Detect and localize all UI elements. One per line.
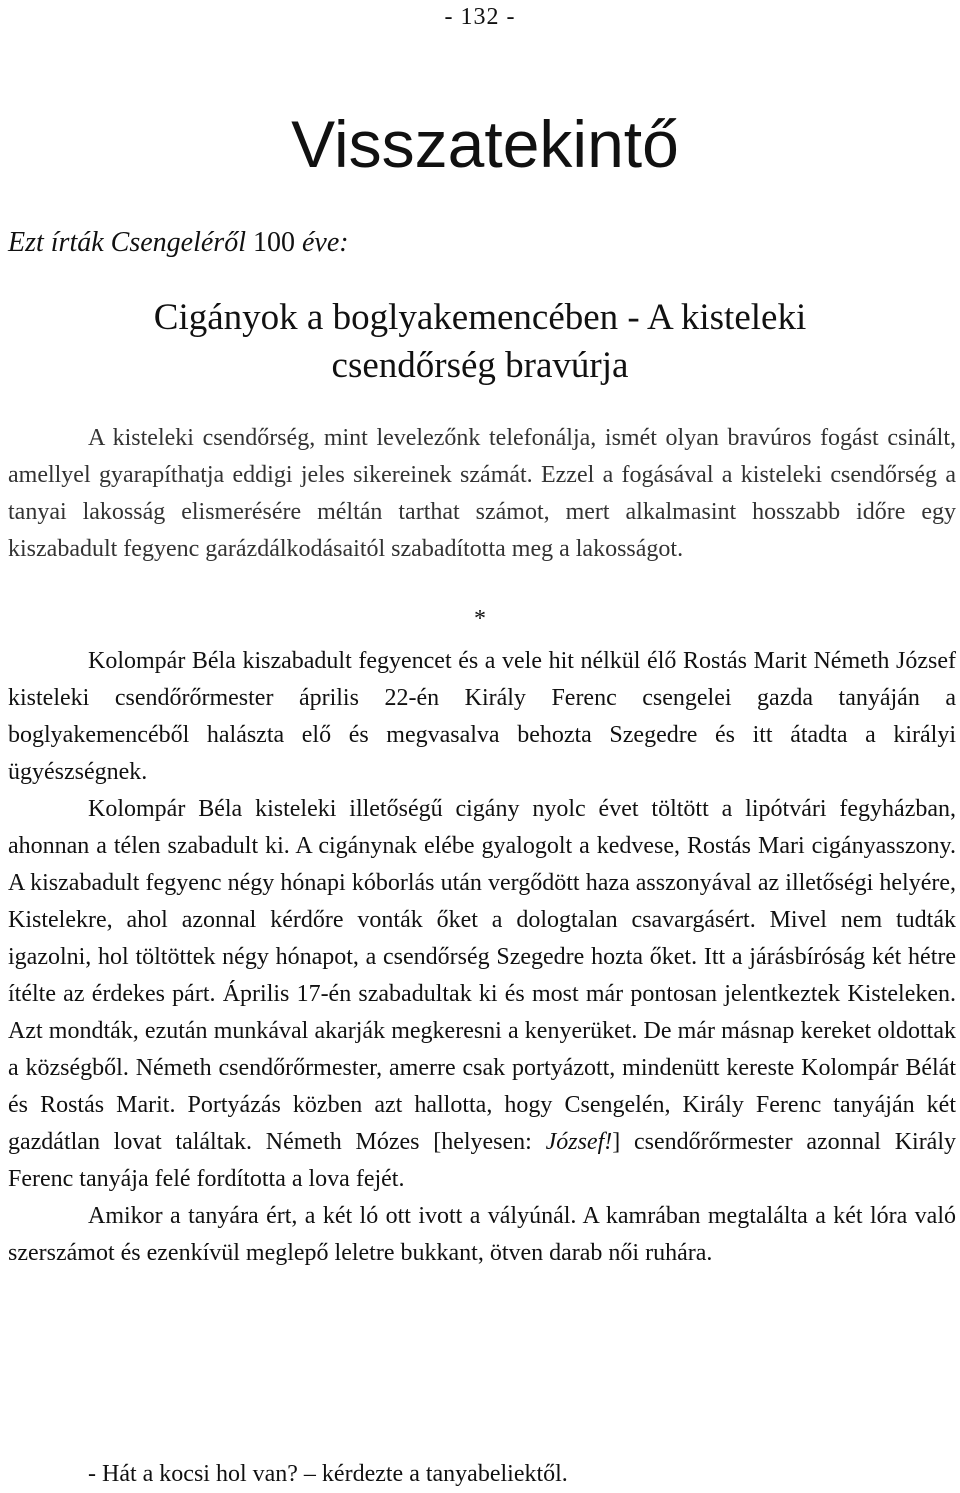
intro-line xyxy=(8,221,349,265)
section-title: Visszatekintő xyxy=(291,107,679,181)
paragraph-2 xyxy=(8,791,956,1198)
intro-suffix: éve: xyxy=(294,227,349,258)
intro-number: 100 xyxy=(252,227,295,258)
lead-section xyxy=(8,420,956,568)
article-headline xyxy=(0,294,960,390)
headline-line-1: Cigányok a boglyakemencében - A kisteleki xyxy=(153,297,807,338)
paragraph-1: Kolompár Béla kiszabadult fegyencet és a vele hit nélkül élő Rostás Marit Németh József kisteleki csendőrőrmester április 22-én Király Ferenc csengelei gazda tanyáján a boglyakemencéből halászta elő és megvasalva behozta Szegedre és itt átadta a királyi ügyészségnek. xyxy=(8,648,956,785)
intro-prefix: Ezt írták Csengeléről xyxy=(8,227,253,258)
paragraph-2-text-b: ] csendőrőrmester azonnal Király Ferenc tanyája felé fordította a lova fejét. xyxy=(8,1129,957,1192)
paragraph-3: Amikor a tanyára ért, a két ló ott ivott a vályúnál. A kamrában megtalálta a két lóra való szerszámot és ezenkívül meglepő leletre bukkant, ötven darab női ruhára. xyxy=(8,1203,956,1266)
dialogue-line: - Hát a kocsi hol van? – kérdezte a tanyabeliektől. xyxy=(88,1461,568,1487)
paragraph-2-italic: József! xyxy=(545,1129,613,1155)
page-number: - 132 - xyxy=(444,4,516,30)
lead-paragraph: A kisteleki csendőrség, mint levelezőnk telefonálja, ismét olyan bravúros fogást csinált, amellyel gyarapíthatja eddigi jeles sikereinek számát. Ezzel a fogásával a kisteleki csendőrség a tanyai lakosság elismerésére méltán tarthat számot, mert alkalmasint hosszabb időre egy kiszabadult fegyenc garázdálkodásaitól szabadította meg a lakosságot. xyxy=(8,425,956,562)
headline-line-2: csendőrség bravúrja xyxy=(331,345,629,386)
section-separator: * xyxy=(474,606,486,632)
story-section xyxy=(8,643,956,1272)
paragraph-2-text-a: Kolompár Béla kisteleki illetőségű cigány nyolc évet töltött a lipótvári fegyházban, ahonnan a télen szabadult ki. A cigánynak elébe gyalogolt a kedvese, Rostás Mari cigányasszony. A kiszabadult fegyenc négy hónapi kóborlás után vergődött haza asszonyával az illetőségi helyére, Kistelekre, ahol azonnal kérdőre vonták őket a dologtalan csavargásért. Mivel nem tudták igazolni, hol töltöttek négy hónapot, a csendőrség Szegedre hozta őket. Itt a járásbíróság két hétre ítélte az érdekes párt. Április 17-én szabadultak ki és most már pontosan jelentkeztek Kisteleken. Azt mondták, ezután munkával akarják megkeresni a kenyerüket. De már másnap kereket oldottak a községből. Németh csendőrőrmester, amerre csak portyázott, mindenütt kereste Kolompár Bélát és Rostás Marit. Portyázás közben azt hallotta, hogy Csengelén, Király Ferenc tanyáján két gazdátlan lovat találtak. Németh Mózes [helyesen: xyxy=(8,796,956,1155)
